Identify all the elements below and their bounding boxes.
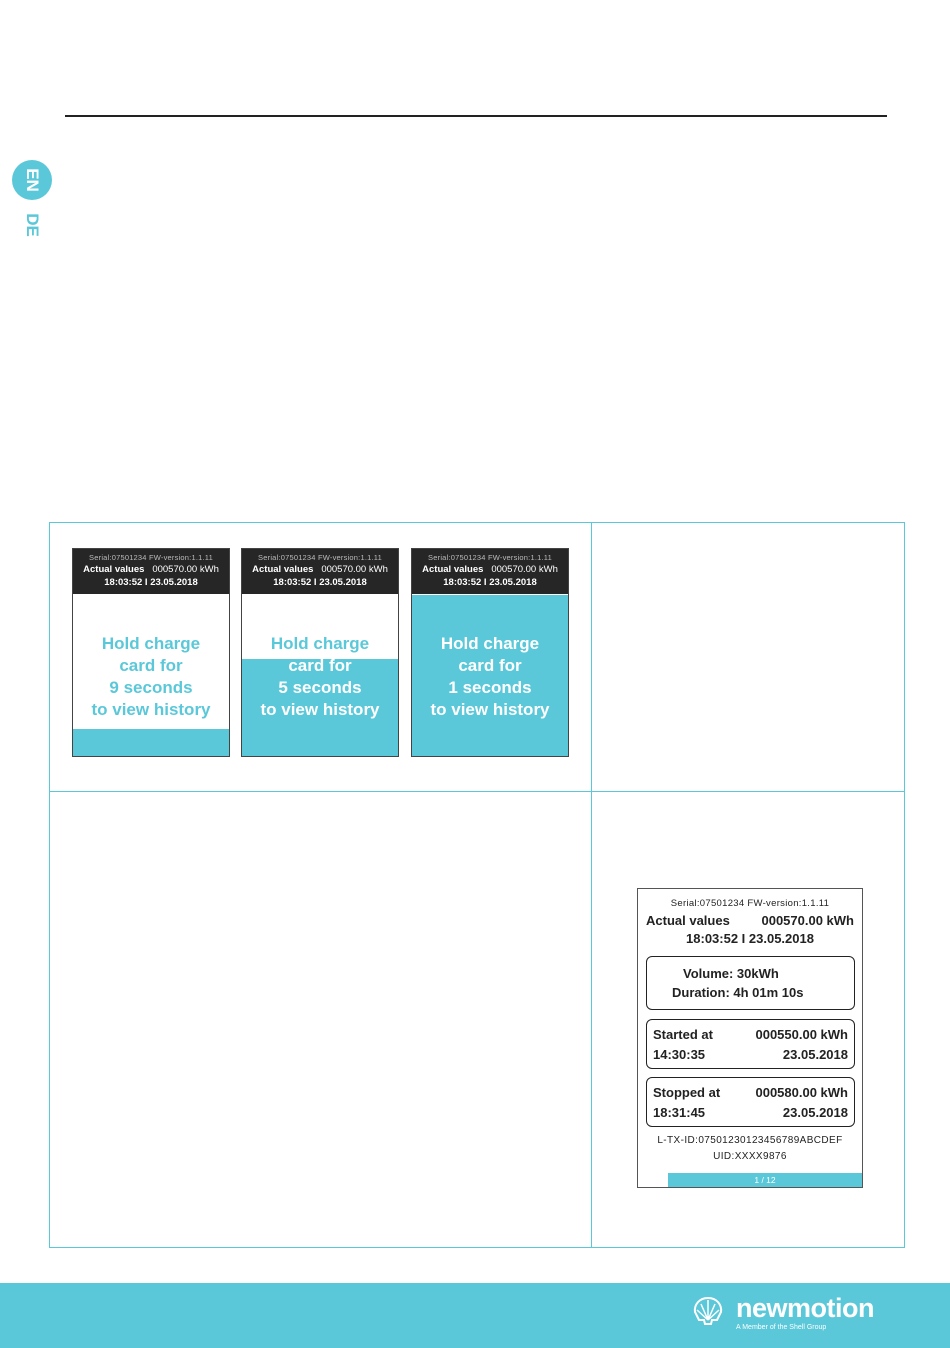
history-detail-screen: Serial:07501234 FW-version:1.1.11 Actual values 000570.00 kWh 18:03:52 I 23.05.2018 Volume: 30kWh Duration: 4h 01m 10s Started at 000550.00 kWh 14:30:35 23.05.2018 Stopped at 000580.00 kWh 18:31:45 23.05.2018 L-TX-ID:07501230123456789ABCDEF UID:XXXX9876 1 / 12 <box>637 888 863 1188</box>
brand-logo-text: newmotion <box>736 1293 874 1323</box>
shell-icon <box>692 1296 724 1326</box>
progress-fill <box>73 729 229 756</box>
started-box: Started at 000550.00 kWh 14:30:35 23.05.2018 <box>646 1019 855 1069</box>
transaction-id: L-TX-ID:07501230123456789ABCDEF <box>657 1135 843 1146</box>
language-tab-de[interactable]: DE <box>23 213 42 237</box>
screen-header: Serial:07501234 FW-version:1.1.11 Actual values 000570.00 kWh 18:03:52 I 23.05.2018 <box>242 549 398 594</box>
display-screen-5s <box>241 548 399 757</box>
volume-box: Volume: 30kWh Duration: 4h 01m 10s <box>646 956 855 1010</box>
screen-header: Serial:07501234 FW-version:1.1.11 Actual values 000570.00 kWh 18:03:52 I 23.05.2018 <box>412 549 568 594</box>
header-rule <box>65 115 887 117</box>
screen-message: Hold charge card for 1 seconds to view history <box>430 634 550 719</box>
display-screen-9s <box>72 548 230 757</box>
uid: UID:XXXX9876 <box>713 1151 787 1162</box>
screen-message: Hold charge card for 5 seconds to view history <box>260 634 380 719</box>
brand-tagline: A Member of the Shell Group <box>736 1324 827 1331</box>
display-screen-1s <box>411 548 569 757</box>
page-indicator[interactable]: 1 / 12 <box>668 1173 862 1187</box>
stopped-box: Stopped at 000580.00 kWh 18:31:45 23.05.2018 <box>646 1077 855 1127</box>
language-tab-en[interactable]: EN <box>12 160 52 200</box>
screen-message: Hold charge card for 9 seconds to view history <box>91 634 211 719</box>
screen-header: Serial:07501234 FW-version:1.1.11 Actual values 000570.00 kWh 18:03:52 I 23.05.2018 <box>73 549 229 594</box>
